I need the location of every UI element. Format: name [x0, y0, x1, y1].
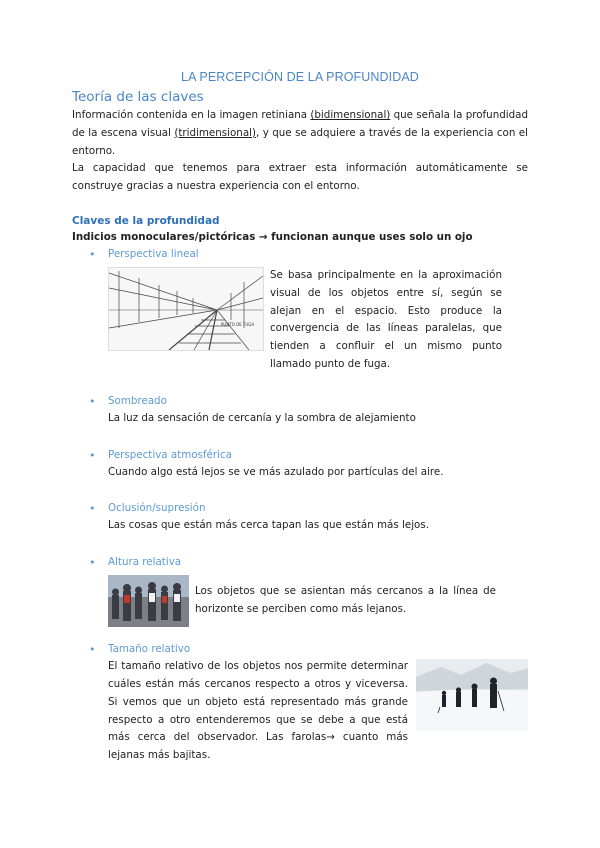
vanishing-point-label: PUNTO DE FUGA: [221, 321, 255, 327]
section-heading: Teoría de las claves: [72, 89, 204, 105]
snow-hikers-photo: [416, 659, 528, 731]
document-title: LA PERCEPCIÓN DE LA PROFUNDIDAD: [181, 70, 419, 84]
item-text-sombreado: La luz da sensación de cercanía y la sombra de alejamiento: [108, 411, 416, 424]
item-text-altura-relativa: Los objetos que se asientan más cercanos a la línea de horizonte se perciben como más lejanos.: [195, 585, 496, 615]
item-perspectiva-lineal: [108, 267, 528, 374]
item-altura-relativa: [108, 575, 528, 627]
item-text-tamano-relativo: El tamaño relativo de los objetos nos permite determinar cuáles están más cercanos respecto a otros y viceversa. Si vemos que un objeto está representado más grande respecto a otro entenderemos que se debe a que está más cerca del observador. Las farolas→ cuanto más lejanas más bajitas.: [108, 660, 408, 762]
intro-text: que señala la profundidad de la escena visual: [72, 109, 528, 139]
intro-paragraph-1: [72, 107, 528, 160]
document-page: [72, 70, 528, 765]
item-label-perspectiva-atmosferica: • Perspectiva atmosférica: [89, 447, 528, 464]
intro-text: Información contenida en la imagen retiniana: [72, 109, 311, 121]
subsection-heading: Claves de la profundidad: [72, 214, 220, 227]
item-label-altura-relativa: • Altura relativa: [89, 554, 528, 571]
item-label-oclusion: • Oclusión/supresión: [89, 500, 528, 517]
crowd-photo: [108, 575, 189, 627]
intro-paragraph-2: La capacidad que tenemos para extraer esta información automáticamente se construye gracias a nuestra experiencia con el entorno.: [72, 162, 528, 193]
subheading: Indicios monoculares/pictóricas → funcionan aunque uses solo un ojo: [72, 230, 473, 243]
item-text-oclusion: Las cosas que están más cerca tapan las que están más lejos.: [108, 519, 429, 532]
item-tamano-relativo: [108, 658, 528, 765]
item-label-tamano-relativo: • Tamaño relativo: [89, 641, 528, 658]
item-text-perspectiva-lineal: Se basa principalmente en la aproximación visual de los objetos entre sí, según se alejan en el espacio. Esto produce la convergencia de las líneas paralelas, que tienden a confluir el un mismo punto llamado punto de fuga.: [270, 268, 502, 370]
item-label-perspectiva-lineal: • Perspectiva lineal: [89, 246, 528, 263]
intro-underlined-2: (tridimensional): [174, 126, 257, 139]
intro-underlined-1: (bidimensional): [310, 109, 391, 121]
item-text-perspectiva-atmosferica: Cuando algo está lejos se ve más azulado por partículas del aire.: [108, 465, 444, 478]
linear-perspective-image: [108, 267, 264, 351]
intro-text: , y que se adquiere a través de la experiencia con el entorno.: [72, 126, 528, 157]
item-label-sombreado: • Sombreado: [89, 393, 528, 410]
